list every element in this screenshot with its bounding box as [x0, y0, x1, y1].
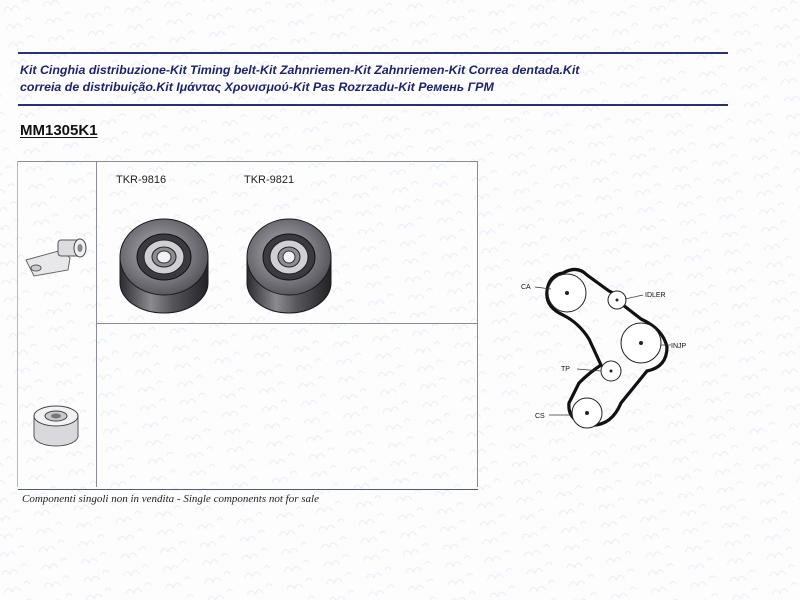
table-outer-left-border [17, 161, 18, 487]
kit-title-line-2: correia de distribuição.Kit Ιμάντας Χρονισμού-Kit Pas Rozrzadu-Kit Ремень ГРМ [20, 80, 494, 94]
pulley-tkr-9821 [242, 213, 336, 317]
footer-note: Componenti singoli non in vendita - Single components not for sale [22, 493, 319, 505]
pulley-thumbnail [28, 396, 84, 452]
diagram-label-tp: TP [561, 366, 570, 373]
header-top-rule [18, 52, 728, 54]
header-bottom-rule [18, 104, 728, 106]
footer-rule [18, 489, 478, 490]
part-label-tkr-9821: TKR-9821 [244, 174, 295, 186]
kit-title [20, 62, 720, 96]
belt-routing-diagram [515, 255, 705, 440]
diagram-label-injp: INJP [671, 343, 687, 350]
table-right-border [477, 161, 478, 487]
part-label-tkr-9816: TKR-9816 [116, 174, 167, 186]
tensioner-arm-thumbnail [22, 230, 92, 285]
table-mid-divider [96, 323, 478, 324]
pulley-tkr-9816 [114, 213, 214, 317]
diagram-label-cs: CS [535, 413, 545, 420]
table-left-divider [96, 161, 97, 487]
product-code: MM1305K1 [20, 122, 98, 139]
diagram-label-idler: IDLER [645, 292, 666, 299]
diagram-label-ca: CA [521, 284, 531, 291]
kit-title-line-1: Kit Cinghia distribuzione-Kit Timing belt-Kit Zahnriemen-Kit Zahnriemen-Kit Correa dentada.Kit [20, 63, 580, 77]
table-top-border [17, 161, 478, 162]
